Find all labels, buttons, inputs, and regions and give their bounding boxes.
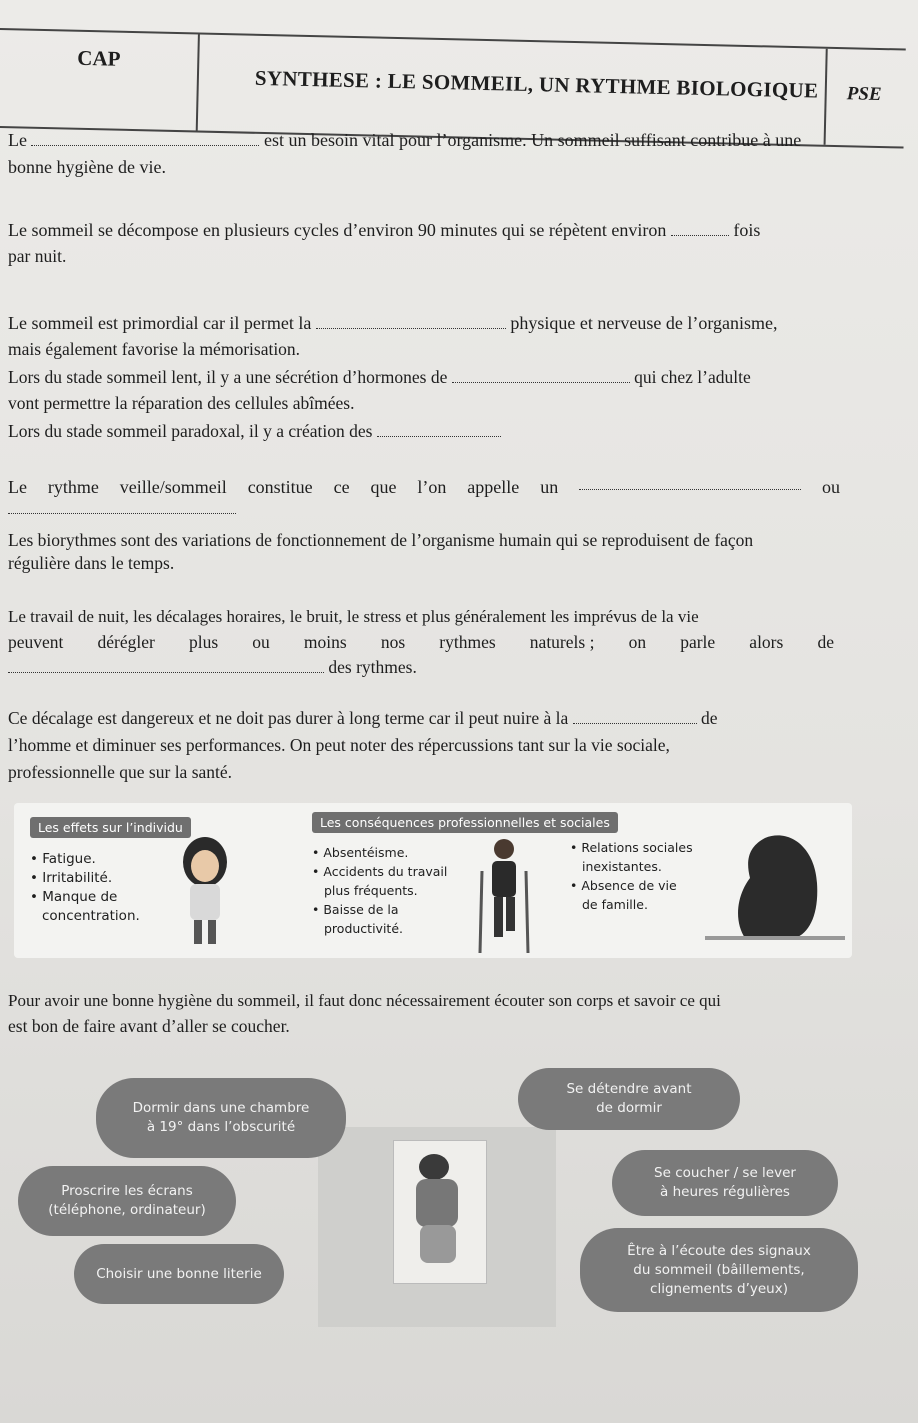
header-divider xyxy=(824,49,828,145)
blank-field[interactable] xyxy=(573,709,697,724)
header-title: SYNTHESE : LE SOMMEIL, UN RYTHME BIOLOGIQUE xyxy=(254,65,819,103)
paragraph-line xyxy=(8,218,760,243)
word: veille/sommeil xyxy=(119,477,227,497)
tip-text: clignements d’yeux) xyxy=(650,1280,788,1297)
paragraph-line xyxy=(8,496,236,521)
tip-bedding xyxy=(74,1244,284,1304)
word: constitue xyxy=(247,477,313,497)
text: des rythmes. xyxy=(328,657,417,677)
list-item: concentration. xyxy=(42,908,140,924)
word: l’on xyxy=(417,477,447,497)
paragraph-line: professionnelle que sur la santé. xyxy=(8,762,233,782)
text: qui chez l’adulte xyxy=(634,367,751,387)
word: dérégler xyxy=(97,632,155,652)
tip-text: à 19° dans l’obscurité xyxy=(146,1119,296,1135)
text: Ce décalage est dangereux et ne doit pas durer à long terme car il peut nuire à la xyxy=(8,708,569,728)
paragraph-line: Le travail de nuit, les décalages horaires, le bruit, le stress et plus généralement les imprévus de la vie xyxy=(8,607,699,626)
paragraph-line: Les biorythmes sont des variations de fonctionnement de l’organisme humain qui se reproduisent de façon xyxy=(8,530,754,550)
paragraph-line: bonne hygiène de vie. xyxy=(8,157,166,177)
word: appelle xyxy=(467,477,520,497)
tip-screens xyxy=(18,1166,236,1236)
tip-text: Choisir une bonne literie xyxy=(96,1265,262,1282)
word: rythme xyxy=(47,477,99,497)
header-cap: CAP xyxy=(77,45,121,71)
word: nos xyxy=(380,632,406,652)
word: que xyxy=(370,477,397,497)
paragraph-line xyxy=(8,630,834,655)
text: Le sommeil se décompose en plusieurs cycles d’environ 90 minutes qui se répètent environ xyxy=(8,220,667,240)
blank-field[interactable] xyxy=(8,658,324,673)
paragraph-line xyxy=(8,655,417,680)
blank-field[interactable] xyxy=(377,422,501,437)
tip-text: Être à l’écoute des signaux xyxy=(627,1242,811,1259)
list-item: productivité. xyxy=(324,921,403,936)
sleeping-person-illustration xyxy=(393,1140,487,1284)
word: un xyxy=(540,477,559,497)
text: Lors du stade sommeil paradoxal, il y a création des xyxy=(8,421,373,441)
blank-field[interactable] xyxy=(452,368,630,383)
text: est un besoin vital pour l’organisme. Un sommeil suffisant contribue à une xyxy=(263,130,802,150)
list-item: • Relations sociales xyxy=(570,838,693,857)
word: rythmes xyxy=(439,632,496,652)
text: Lors du stade sommeil lent, il y a une sécrétion d’hormones de xyxy=(8,367,448,387)
tip-text: du sommeil (bâillements, xyxy=(633,1261,805,1278)
paragraph-line: par nuit. xyxy=(8,246,67,266)
list-item: de famille. xyxy=(582,897,648,912)
consequences-title: Les conséquences professionnelles et sociales xyxy=(312,812,618,833)
tip-relax xyxy=(518,1068,740,1130)
blank-field[interactable] xyxy=(671,221,729,236)
list-item: • Irritabilité. xyxy=(30,869,140,888)
list-item: • Absentéisme. xyxy=(312,843,447,862)
tip-schedule xyxy=(612,1150,838,1216)
list-item: • Accidents du travail xyxy=(312,862,447,881)
word: ou xyxy=(822,477,840,497)
paragraph-line xyxy=(8,419,501,444)
paragraph-line: Pour avoir une bonne hygiène du sommeil, il faut donc nécessairement écouter son corps et savoir ce qui xyxy=(8,991,721,1010)
injured-man-illustration xyxy=(470,835,540,955)
paragraph-line xyxy=(8,706,718,731)
tip-text: Dormir dans une chambre xyxy=(132,1100,310,1116)
professional-list xyxy=(312,843,447,938)
word: Le xyxy=(8,477,27,497)
paragraph-line xyxy=(8,311,778,336)
text: fois xyxy=(733,220,761,240)
text: de xyxy=(701,708,718,728)
list-item: plus fréquents. xyxy=(324,883,418,898)
lonely-person-illustration xyxy=(705,828,845,946)
text: Le xyxy=(8,130,27,150)
word: alors xyxy=(749,632,784,652)
text: Le sommeil est primordial car il permet la xyxy=(8,313,312,333)
paragraph-line: mais également favorise la mémorisation. xyxy=(8,339,301,359)
paragraph-line: est bon de faire avant d’aller se coucher. xyxy=(8,1016,290,1036)
tip-text: (téléphone, ordinateur) xyxy=(48,1202,206,1218)
word: parle xyxy=(680,632,716,652)
tip-text: Se détendre avant xyxy=(566,1081,692,1097)
paragraph-line: régulière dans le temps. xyxy=(8,553,175,573)
word: ce xyxy=(333,477,350,497)
social-list xyxy=(570,838,693,914)
word: plus xyxy=(188,632,219,652)
text: physique et nerveuse de l’organisme, xyxy=(510,313,778,333)
effects-title: Les effets sur l’individu xyxy=(30,817,191,838)
list-item: • Absence de vie xyxy=(570,876,693,895)
word: peuvent xyxy=(8,632,64,652)
paragraph-line: l’homme et diminuer ses performances. On peut noter des répercussions tant sur la vie sociale, xyxy=(8,735,670,755)
paragraph-line: vont permettre la réparation des cellules abîmées. xyxy=(8,393,355,413)
tip-text: Se coucher / se lever xyxy=(654,1165,796,1181)
tired-woman-illustration xyxy=(170,832,240,952)
tip-text: Proscrire les écrans xyxy=(61,1183,193,1199)
word: naturels ; xyxy=(529,632,595,652)
header-divider xyxy=(196,34,200,130)
header-subject: PSE xyxy=(846,83,882,106)
sleeping-person-icon xyxy=(394,1141,486,1283)
tip-room xyxy=(96,1078,346,1158)
list-item: • Fatigue. xyxy=(30,850,140,869)
word: moins xyxy=(303,632,347,652)
blank-field[interactable] xyxy=(31,131,259,146)
word: on xyxy=(628,632,647,652)
tip-signals xyxy=(580,1228,858,1312)
word: ou xyxy=(252,632,270,652)
list-item: • Baisse de la xyxy=(312,900,447,919)
tip-text: de dormir xyxy=(596,1100,662,1116)
tip-text: à heures régulières xyxy=(660,1184,790,1200)
list-item: • Manque de xyxy=(30,888,140,907)
blank-field[interactable] xyxy=(316,314,506,329)
paragraph-line xyxy=(8,365,751,390)
blank-field[interactable] xyxy=(579,475,801,490)
word: de xyxy=(817,632,834,652)
list-item: inexistantes. xyxy=(582,859,662,874)
effects-list xyxy=(30,850,140,926)
blank-field[interactable] xyxy=(8,499,236,514)
paragraph-line xyxy=(8,128,801,153)
